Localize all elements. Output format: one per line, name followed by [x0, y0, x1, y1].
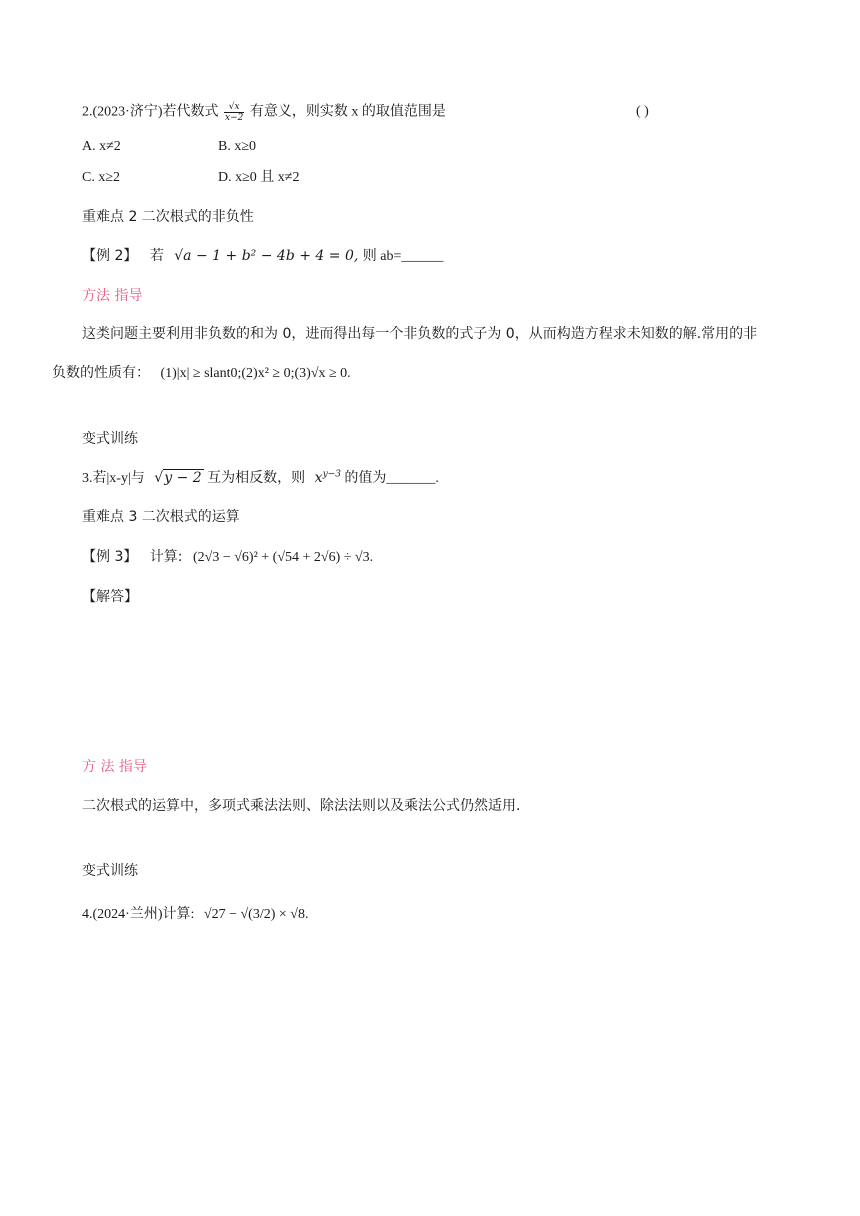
example-2 — [82, 246, 443, 267]
method-guide-paragraph-line2 — [52, 363, 351, 384]
example-2-label: 【例 2】 — [82, 248, 138, 264]
key-point-2-heading: 重难点 2 二次根式的非负性 — [82, 209, 254, 225]
method-guide-heading: 方法 指导 — [82, 288, 143, 304]
question-4 — [82, 905, 308, 925]
question-3 — [82, 468, 439, 489]
practice-2-heading: 变式训练 — [82, 863, 138, 879]
power-exponent: y−3 — [322, 469, 341, 480]
option-a: A. x≠2 — [82, 139, 121, 154]
sqrt-expression: √y − 2 — [154, 470, 202, 486]
question-3-mid: 互为相反数，则 — [207, 471, 306, 486]
method-guide-2-heading: 方 法 指导 — [82, 759, 147, 775]
fraction-denominator: x−2 — [225, 113, 244, 123]
properties-label: 负数的性质有： — [52, 365, 150, 381]
power-base: x — [314, 470, 323, 486]
sqrt-radicand: y − 2 — [164, 470, 202, 486]
example-3-label: 【例 3】 — [82, 549, 138, 565]
fraction-expression — [224, 102, 244, 123]
question-2 — [82, 102, 446, 123]
example-3-prefix: 计算: — [149, 549, 183, 565]
example-3 — [82, 547, 373, 568]
option-d: D. x≥0 且 x≠2 — [218, 170, 300, 185]
question-3-suffix: 的值为_______. — [344, 471, 439, 486]
example-2-suffix: 则 ab=______ — [362, 249, 444, 264]
method-guide-paragraph-line1: 这类问题主要利用非负数的和为 0，进而得出每一个非负数的式子为 0，从而构造方程求未知数的解.常用的非 — [82, 326, 758, 342]
option-b: B. x≥0 — [218, 139, 257, 154]
answer-bracket: ( ) — [636, 104, 649, 119]
fraction-numerator: √x — [224, 102, 244, 113]
power-expression — [315, 470, 341, 486]
practice-heading: 变式训练 — [82, 431, 138, 447]
answer-label: 【解答】 — [82, 589, 138, 605]
question-4-expression: √27 − √(3/2) × √8. — [203, 907, 309, 922]
example-2-expression: √a − 1 + b² − 4b + 4 = 0, — [174, 248, 359, 264]
question-2-prefix: 2.(2023·济宁)若代数式 — [82, 104, 219, 120]
properties-formula: (1)|x| ≥ slant0;(2)x² ≥ 0;(3)√x ≥ 0. — [160, 366, 351, 381]
question-4-prefix: 4.(2024·兰州)计算: — [82, 907, 195, 922]
question-2-suffix: 有意义，则实数 x 的取值范围是 — [249, 104, 446, 120]
example-3-expression: (2√3 − √6)² + (√54 + 2√6) ÷ √3. — [192, 550, 374, 565]
example-2-prefix: 若 — [149, 248, 164, 264]
key-point-3-heading: 重难点 3 二次根式的运算 — [82, 509, 240, 525]
option-c: C. x≥2 — [82, 170, 121, 185]
question-3-prefix: 3.若|x-y|与 — [82, 471, 145, 486]
method-guide-2-paragraph: 二次根式的运算中，多项式乘法法则、除法法则以及乘法公式仍然适用. — [82, 798, 521, 814]
